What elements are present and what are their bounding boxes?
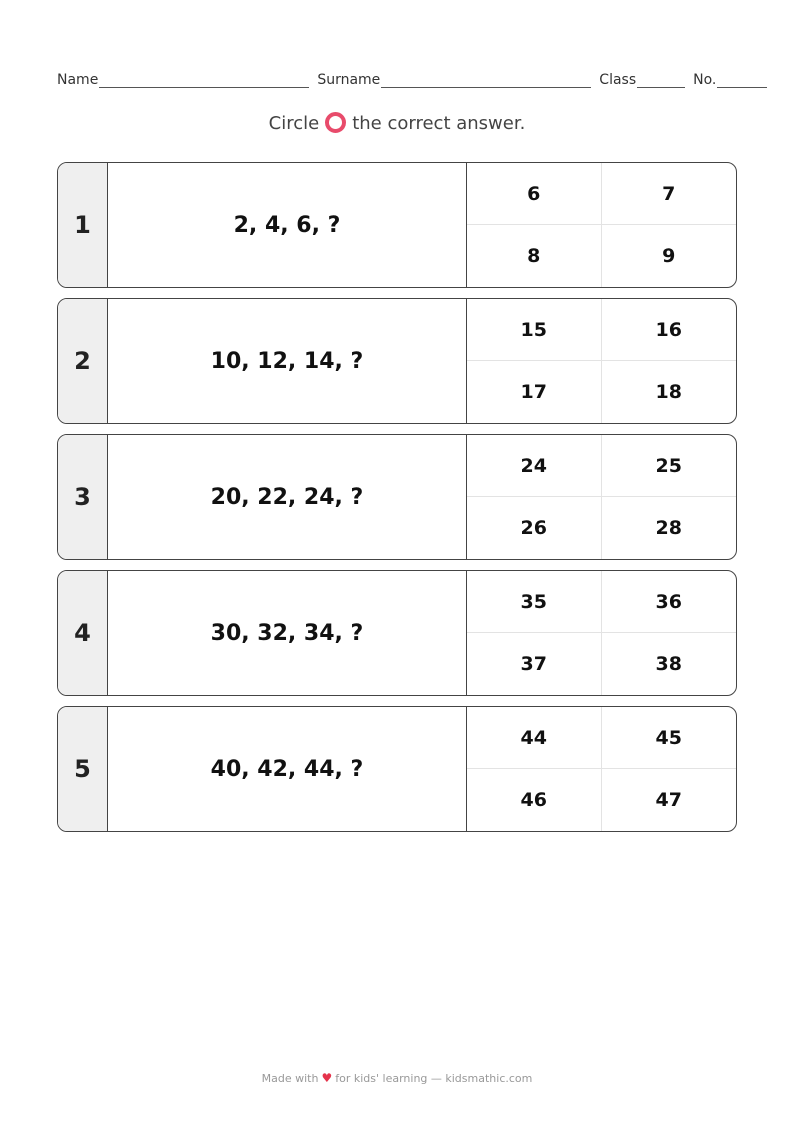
no-input-line[interactable] [717, 73, 767, 88]
number-field [693, 72, 767, 88]
answer-option[interactable]: 25 [602, 435, 737, 497]
surname-input-line[interactable] [381, 73, 591, 88]
answer-option[interactable]: 17 [467, 361, 602, 423]
answer-option[interactable]: 35 [467, 571, 602, 633]
answer-option[interactable]: 36 [602, 571, 737, 633]
question-list [57, 162, 737, 842]
question-number: 5 [58, 707, 108, 831]
answer-options [467, 707, 736, 831]
question-row [57, 434, 737, 560]
answer-option[interactable]: 9 [662, 245, 676, 267]
instruction-after: the correct answer. [352, 113, 526, 134]
answer-option[interactable]: 24 [467, 435, 602, 497]
answer-options [467, 571, 736, 695]
answer-option[interactable]: 6 [467, 163, 602, 225]
number-sequence: 2, 4, 6, ? [108, 163, 467, 287]
class-label: Class [599, 72, 637, 88]
answer-option[interactable]: 7 [602, 163, 737, 225]
answer-option[interactable]: 46 [467, 769, 602, 831]
name-input-line[interactable] [99, 73, 309, 88]
number-sequence: 10, 12, 14, ? [108, 299, 467, 423]
circle-icon [325, 112, 346, 133]
answer-option[interactable]: 8 [467, 225, 602, 287]
question-row [57, 570, 737, 696]
answer-option[interactable]: 28 [655, 517, 682, 539]
question-row [57, 706, 737, 832]
answer-option[interactable]: 38 [655, 653, 682, 675]
no-label: No. [693, 72, 717, 88]
surname-field [317, 72, 591, 88]
footer-suffix: for kids' learning — kidsmathic.com [335, 1072, 533, 1085]
answer-option[interactable]: 18 [655, 381, 682, 403]
answer-options [467, 299, 736, 423]
question-number: 4 [58, 571, 108, 695]
class-field [599, 72, 685, 88]
answer-option[interactable]: 45 [602, 707, 737, 769]
question-number: 2 [58, 299, 108, 423]
instruction [0, 112, 794, 134]
answer-option[interactable]: 47 [655, 789, 682, 811]
name-field [57, 72, 309, 88]
name-label: Name [57, 72, 99, 88]
question-row [57, 298, 737, 424]
answer-option[interactable]: 37 [467, 633, 602, 695]
student-info-row [57, 68, 773, 88]
answer-option[interactable]: 26 [467, 497, 602, 559]
answer-option[interactable]: 44 [467, 707, 602, 769]
question-number: 3 [58, 435, 108, 559]
answer-option[interactable]: 16 [602, 299, 737, 361]
answer-options [467, 435, 736, 559]
answer-options [467, 163, 736, 287]
number-sequence: 30, 32, 34, ? [108, 571, 467, 695]
question-row [57, 162, 737, 288]
heart-icon: ♥ [321, 1071, 333, 1085]
number-sequence: 40, 42, 44, ? [108, 707, 467, 831]
answer-option[interactable]: 15 [467, 299, 602, 361]
number-sequence: 20, 22, 24, ? [108, 435, 467, 559]
question-number: 1 [58, 163, 108, 287]
instruction-before: Circle [268, 113, 320, 134]
surname-label: Surname [317, 72, 381, 88]
class-input-line[interactable] [637, 73, 685, 88]
footer-credit [0, 1071, 794, 1085]
footer-prefix: Made with [261, 1072, 319, 1085]
